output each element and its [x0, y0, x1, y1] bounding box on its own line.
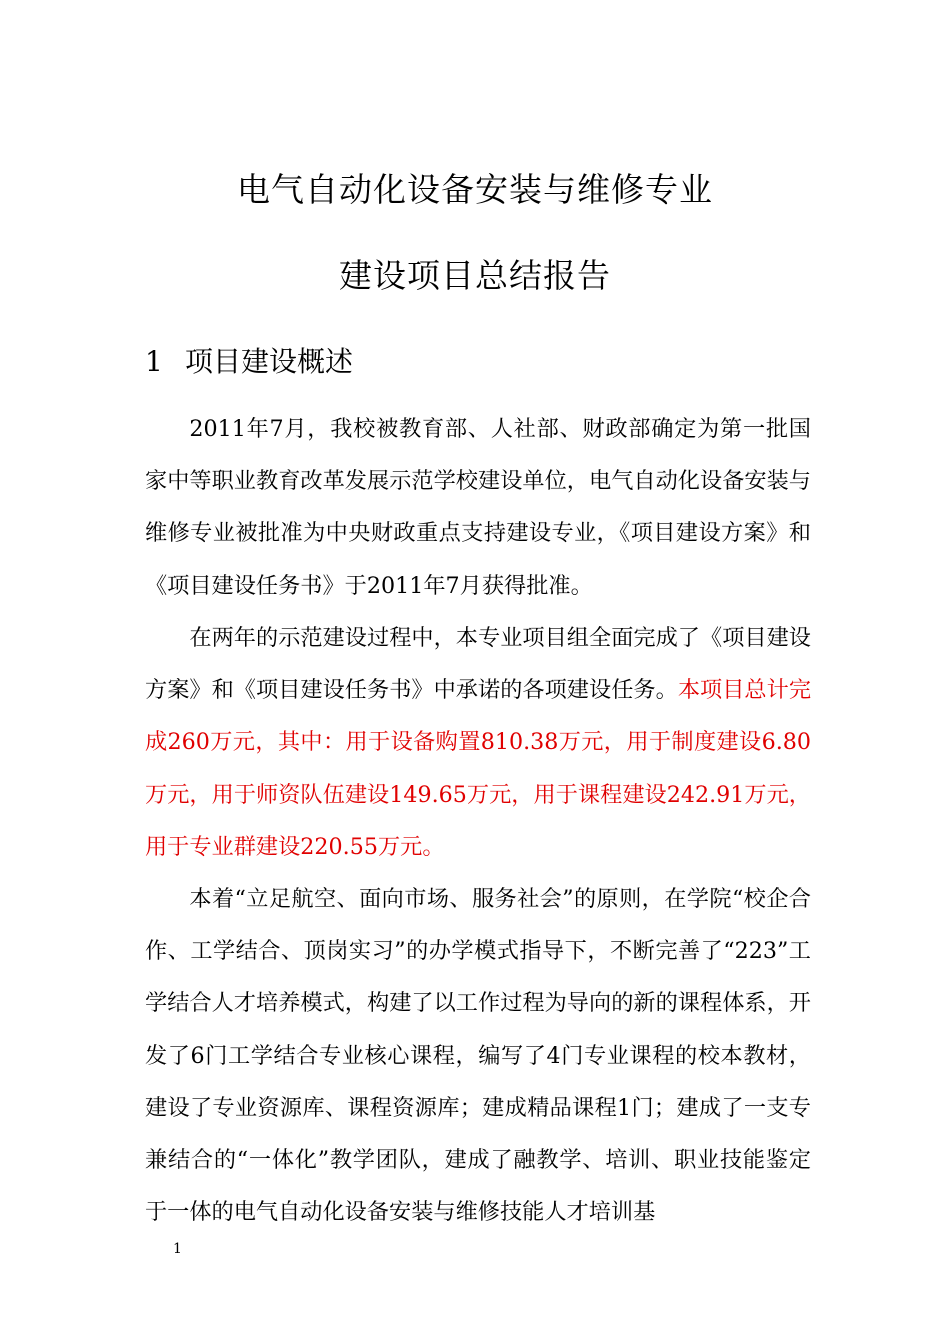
paragraph-1: 2011年7月，我校被教育部、人社部、财政部确定为第一批国家中等职业教育改革发展示范学校建设单位，电气自动化设备安装与维修专业被批准为中央财政重点支持建设专业，《项目建设方案》和《项目建设任务书》于2011年7月获得批准。	[145, 416, 811, 599]
paragraph-2-budget-highlight: 本项目总计完成260万元，其中：用于设备购置810.38万元，用于制度建设6.80万元，用于师资队伍建设149.65万元，用于课程建设242.91万元，用于专业群建设220.55万元。	[145, 677, 812, 860]
document-title-line2: 建设项目总结报告	[339, 256, 611, 295]
paragraph-3: 本着“立足航空、面向市场、服务社会”的原则，在学院“校企合作、工学结合、顶岗实习”的办学模式指导下，不断完善了“223”工学结合人才培养模式，构建了以工作过程为导向的新的课程体系，开发了6门工学结合专业核心课程，编写了4门专业课程的校本教材，建设了专业资源库、课程资源库；建成精品课程1门；建成了一支专兼结合的“一体化”教学团队，建成了融教学、培训、职业技能鉴定于一体的电气自动化设备安装与维修技能人才培训基	[145, 886, 811, 1226]
page-number: 1	[173, 1241, 182, 1257]
document-title-line1: 电气自动化设备安装与维修专业	[237, 170, 713, 209]
section-number: 1	[145, 345, 163, 378]
section-heading	[145, 344, 353, 380]
paragraph-2-text: 在两年的示范建设过程中，本专业项目组全面完成了《项目建设方案》和《项目建设任务书》中承诺的各项建设任务。	[145, 625, 811, 704]
section-title: 项目建设概述	[185, 345, 354, 378]
paragraph-2	[145, 612, 811, 873]
